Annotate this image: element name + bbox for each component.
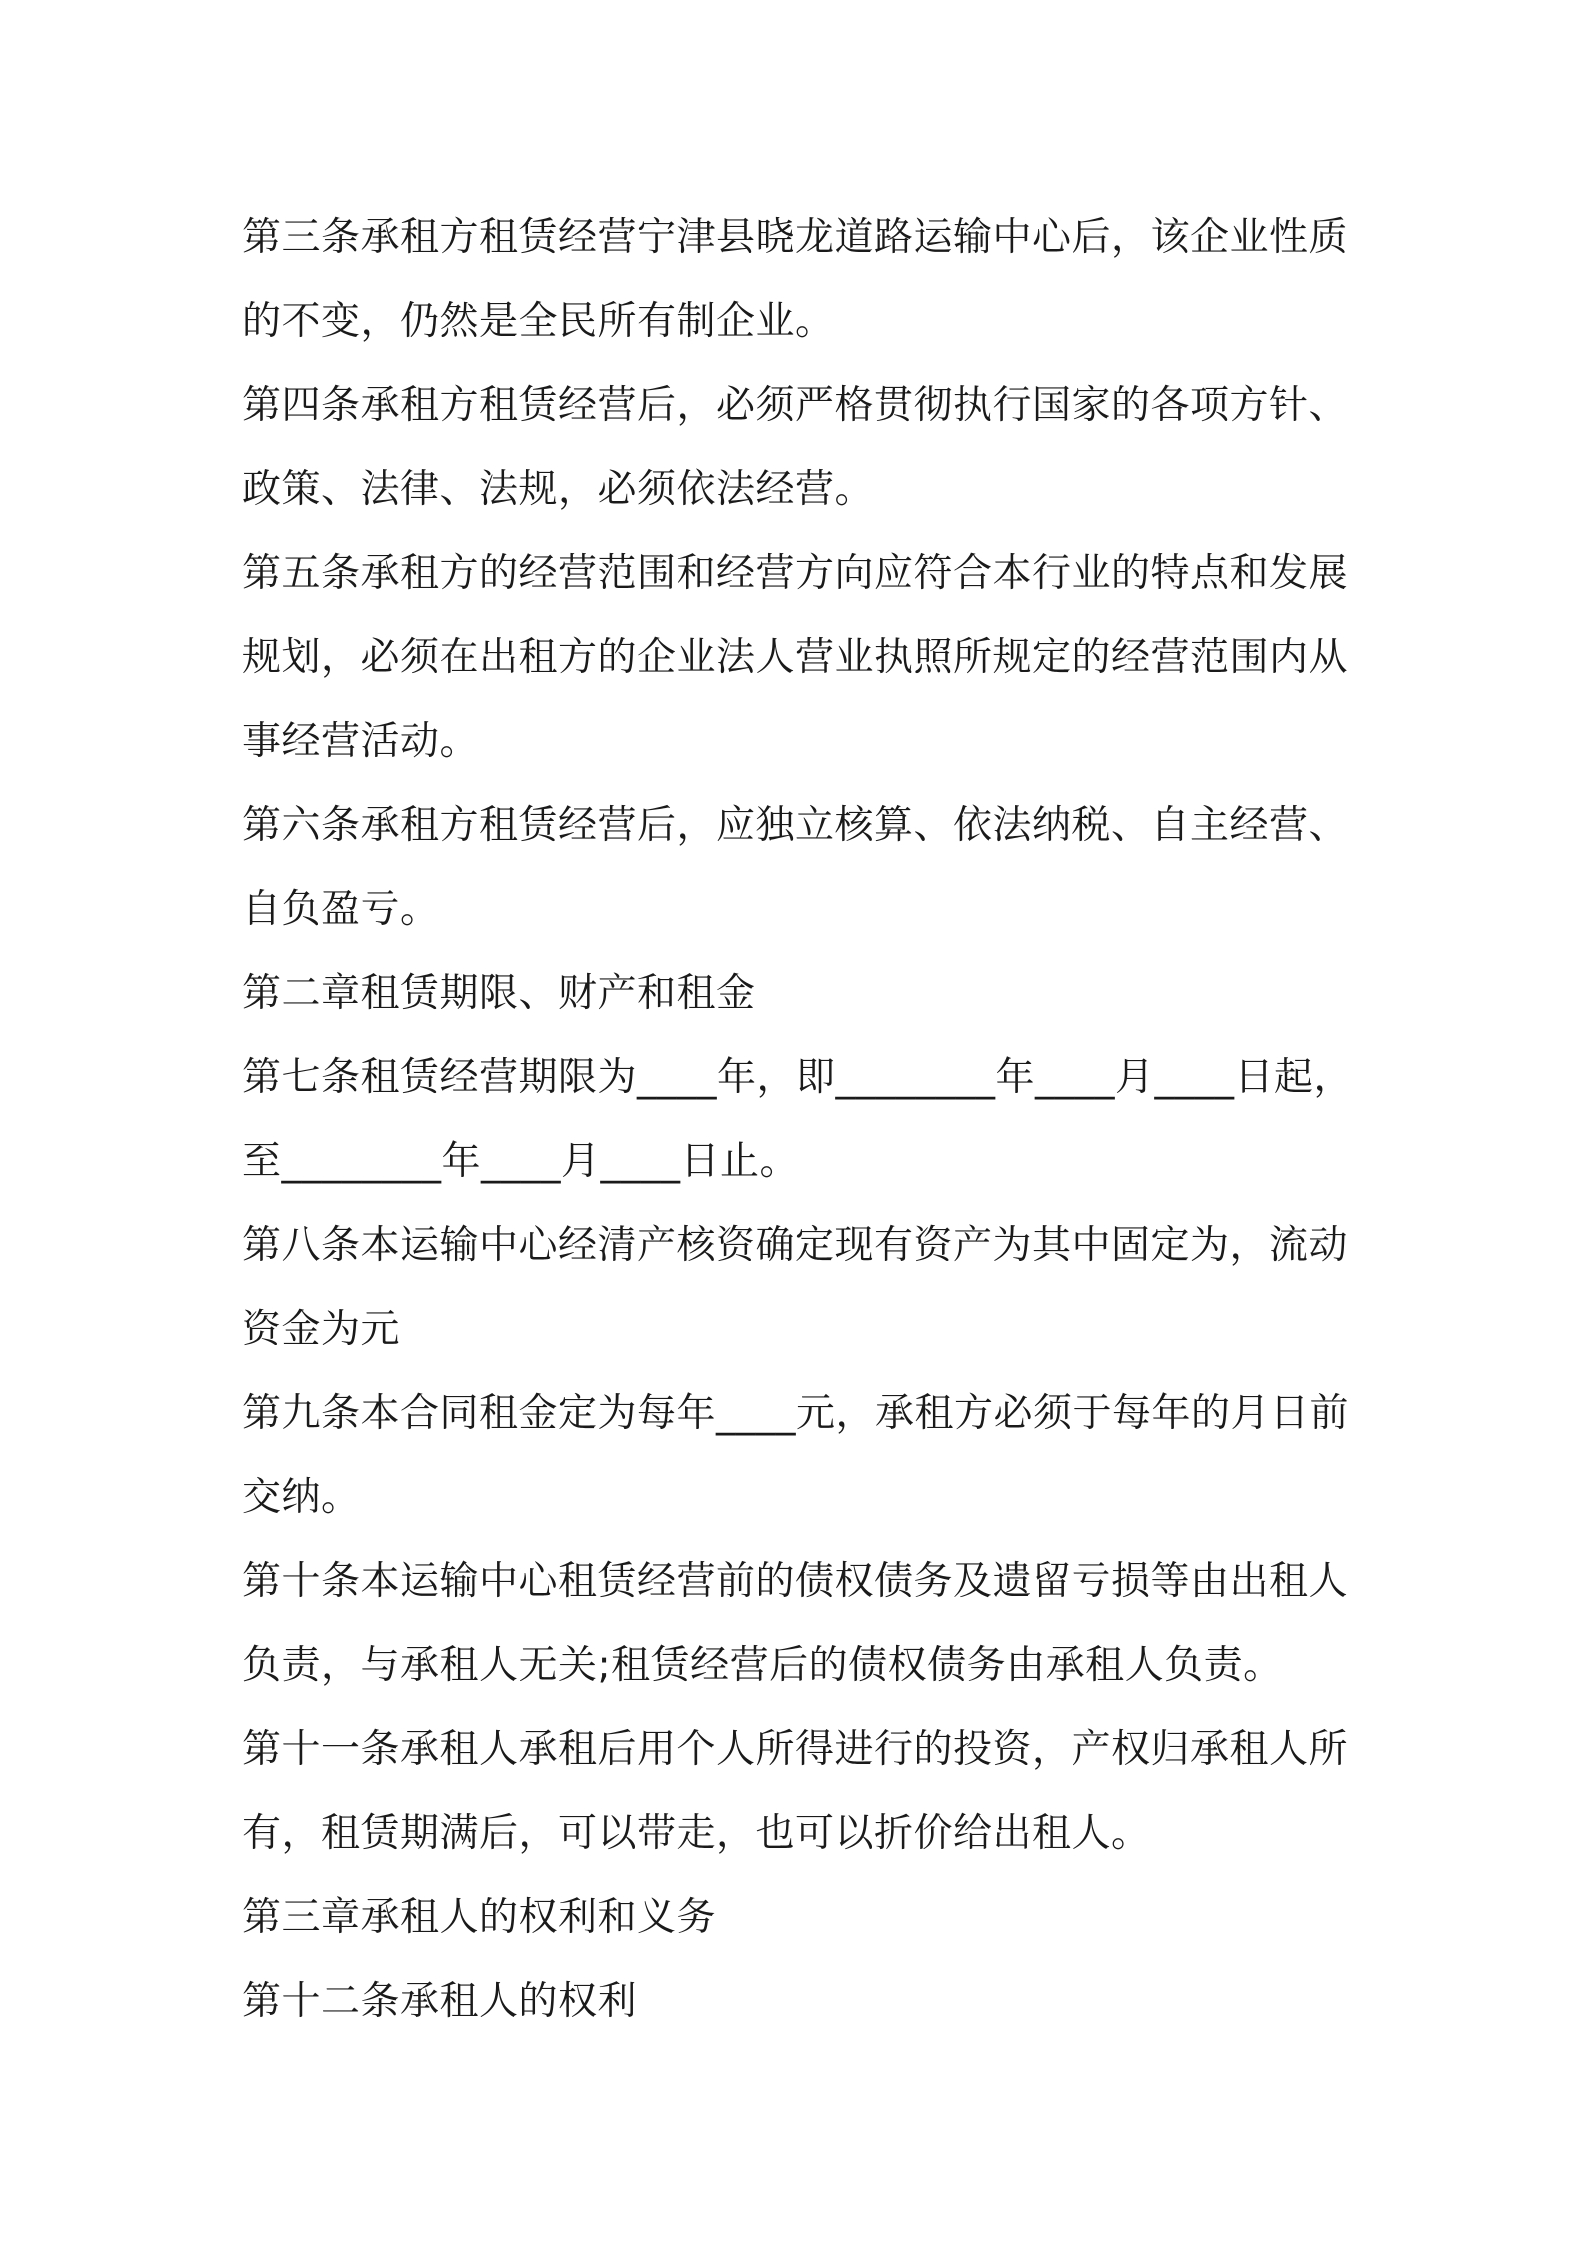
article-7-paragraph: 第七条租赁经营期限为____年，即________年____月____日起，至________年____月____日止。 xyxy=(242,1055,1354,1184)
document-body xyxy=(242,196,1362,2044)
article-12-heading: 第十二条承租人的权利 xyxy=(242,1979,638,2024)
chapter-3-heading: 第三章承租人的权利和义务 xyxy=(242,1895,717,1940)
article-6-paragraph: 第六条承租方租赁经营后，应独立核算、依法纳税、自主经营、自负盈亏。 xyxy=(242,803,1349,932)
article-10-paragraph: 第十条本运输中心租赁经营前的债权债务及遗留亏损等由出租人负责，与承租人无关;租赁经营后的债权债务由承租人负责。 xyxy=(242,1559,1349,1688)
article-11-paragraph: 第十一条承租人承租后用个人所得进行的投资，产权归承租人所有，租赁期满后，可以带走，也可以折价给出租人。 xyxy=(242,1727,1349,1856)
article-8-paragraph: 第八条本运输中心经清产核资确定现有资产为其中固定为，流动资金为元 xyxy=(242,1223,1349,1352)
article-9-paragraph: 第九条本合同租金定为每年____元，承租方必须于每年的月日前交纳。 xyxy=(242,1391,1350,1520)
article-3-paragraph: 第三条承租方租赁经营宁津县晓龙道路运输中心后，该企业性质的不变，仍然是全民所有制企业。 xyxy=(242,215,1349,344)
article-5-paragraph: 第五条承租方的经营范围和经营方向应符合本行业的特点和发展规划，必须在出租方的企业法人营业执照所规定的经营范围内从事经营活动。 xyxy=(242,551,1349,764)
chapter-2-heading: 第二章租赁期限、财产和租金 xyxy=(242,971,756,1016)
article-4-paragraph: 第四条承租方租赁经营后，必须严格贯彻执行国家的各项方针、政策、法律、法规，必须依法经营。 xyxy=(242,383,1349,512)
